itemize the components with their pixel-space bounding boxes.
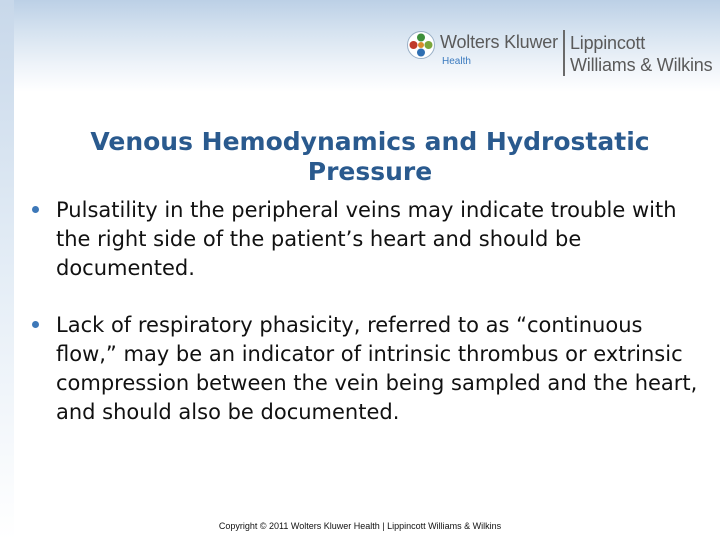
copyright-footer: Copyright © 2011 Wolters Kluwer Health | Lippincott Williams & Wilkins xyxy=(218,521,502,531)
bullet-text: Pulsatility in the peripheral veins may indicate trouble with the right side of the patient’s heart and should be documented. xyxy=(56,198,677,280)
logo-division: Health xyxy=(442,56,471,67)
logo-imprint-line2: Williams & Wilkins xyxy=(570,55,713,75)
bullet-list xyxy=(28,196,708,455)
bullet-dot-icon xyxy=(32,206,39,213)
bullet-dot-icon xyxy=(32,321,39,328)
left-gradient-strip xyxy=(0,0,14,540)
wolters-kluwer-logo-icon xyxy=(406,30,436,60)
logo-imprint xyxy=(570,32,712,76)
slide-title-line2: Pressure xyxy=(307,157,433,186)
bullet-item xyxy=(28,311,708,427)
logo-imprint-line1: Lippincott xyxy=(570,33,646,53)
slide-title xyxy=(40,127,700,187)
bullet-text: Lack of respiratory phasicity, referred to as “continuous flow,” may be an indicator of intrinsic thrombus or extrinsic compression between the vein being sampled and the heart, and should also be documented. xyxy=(56,313,698,424)
publisher-logo xyxy=(406,28,716,82)
logo-divider xyxy=(563,30,565,76)
logo-company-name: Wolters Kluwer xyxy=(440,32,558,52)
bullet-item xyxy=(28,196,708,283)
slide-title-line1: Venous Hemodynamics and Hydrostatic xyxy=(90,127,650,156)
